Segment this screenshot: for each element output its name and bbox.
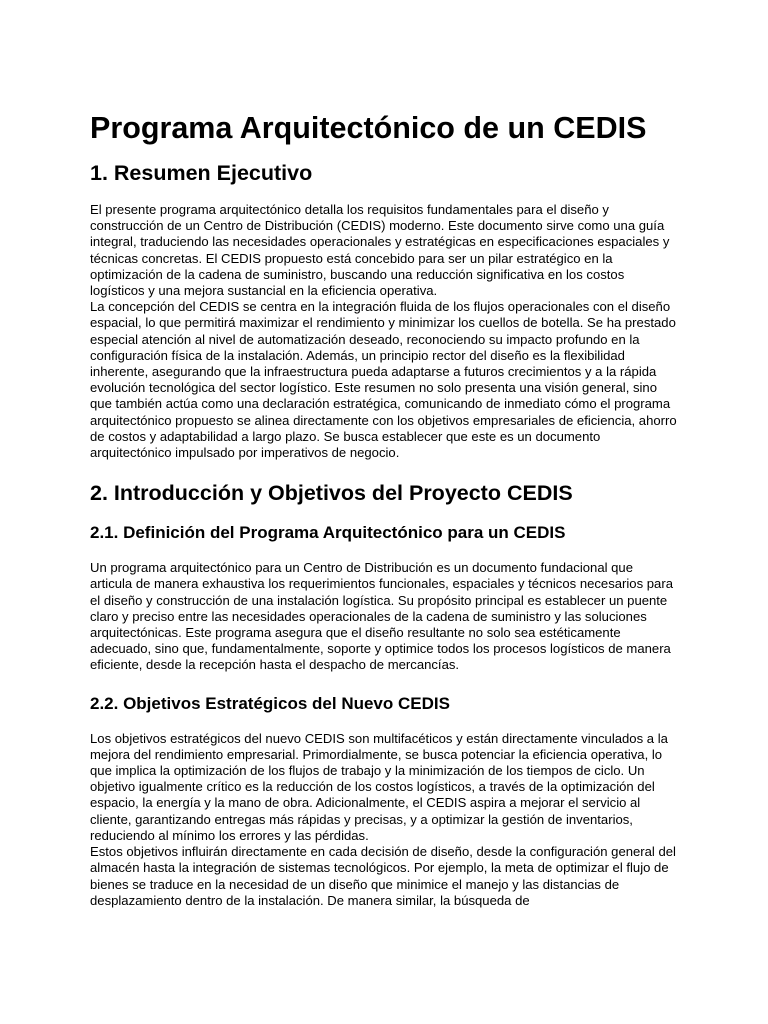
subsection-heading-definicion: 2.1. Definición del Programa Arquitectónico para un CEDIS xyxy=(90,523,566,543)
section-heading-resumen-ejecutivo: 1. Resumen Ejecutivo xyxy=(90,161,313,185)
paragraph: La concepción del CEDIS se centra en la integración fluida de los flujos operacionales con el diseño espacial, lo que permitirá maximizar el rendimiento y minimizar los cuellos de botella. Se ha prestado especial atención al nivel de automatización deseado, reconociendo su impacto profundo en la configuración física de la instalación. Además, un principio rector del diseño es la flexibilidad inherente, asegurando que la infraestructura pueda adaptarse a futuros crecimientos y a la rápida evolución tecnológica del sector logístico. Este resumen no solo presenta una visión general, sino que también actúa como una declaración estratégica, comunicando de inmediato cómo el programa arquitectónico propuesto se alinea directamente con los objetivos empresariales de eficiencia, ahorro de costos y adaptabilidad a largo plazo. Se busca establecer que este es un documento arquitectónico impulsado por imperativos de negocio. xyxy=(90,299,677,461)
paragraph: El presente programa arquitectónico detalla los requisitos fundamentales para el diseño y construcción de un Centro de Distribución (CEDIS) moderno. Este documento sirve como una guía integral, traduciendo las necesidades operacionales y estratégicas en especificaciones espaciales y técnicas concretas. El CEDIS propuesto está concebido para ser un pilar estratégico en la optimización de la cadena de suministro, buscando una reducción significativa en los costos logísticos y una mejora sustancial en la eficiencia operativa. xyxy=(90,202,670,299)
section-heading-introduccion: 2. Introducción y Objetivos del Proyecto CEDIS xyxy=(90,481,573,506)
document-page xyxy=(90,110,678,909)
document-title: Programa Arquitectónico de un CEDIS xyxy=(90,111,647,145)
paragraph: Estos objetivos influirán directamente en cada decisión de diseño, desde la configuración general del almacén hasta la integración de sistemas tecnológicos. Por ejemplo, la meta de optimizar el flujo de bienes se traduce en la necesidad de un diseño que minimice el manejo y las distancias de desplazamiento dentro de la instalación. De manera similar, la búsqueda de xyxy=(90,844,676,908)
paragraph: Los objetivos estratégicos del nuevo CEDIS son multifacéticos y están directamente vinculados a la mejora del rendimiento empresarial. Primordialmente, se busca potenciar la eficiencia operativa, lo que implica la optimización de los flujos de trabajo y la minimización de los tiempos de ciclo. Un objetivo igualmente crítico es la reducción de los costos logísticos, a través de la optimización del espacio, la energía y la mano de obra. Adicionalmente, el CEDIS aspira a mejorar el servicio al cliente, garantizando entregas más rápidas y precisas, y a optimizar la gestión de inventarios, reduciendo al mínimo los errores y las pérdidas. xyxy=(90,730,668,843)
paragraph: Un programa arquitectónico para un Centro de Distribución es un documento fundacional que articula de manera exhaustiva los requerimientos funcionales, espaciales y técnicos necesarios para el diseño y construcción de una instalación logística. Su propósito principal es establecer un puente claro y preciso entre las necesidades operacionales de la cadena de suministro y las soluciones arquitectónicas. Este programa asegura que el diseño resultante no solo sea estéticamente adecuado, sino que, fundamentalmente, soporte y optimice todos los procesos logísticos de manera eficiente, desde la recepción hasta el despacho de mercancías. xyxy=(90,560,673,673)
subsection-heading-objetivos: 2.2. Objetivos Estratégicos del Nuevo CEDIS xyxy=(90,693,450,713)
